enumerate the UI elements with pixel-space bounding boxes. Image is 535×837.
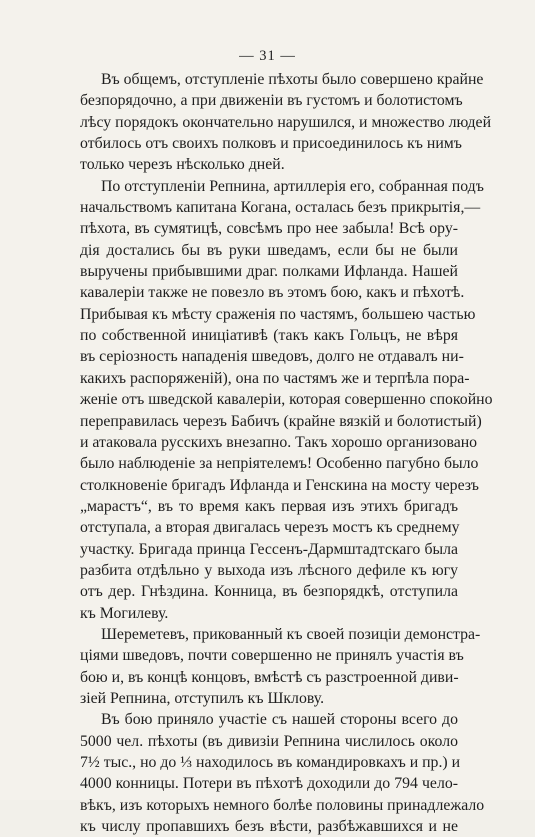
text-line: Прибывая къ мѣсту сраженія по частямъ, большею частью	[80, 305, 476, 323]
text-line: и атаковала русскихъ внезапно. Такъ хорошо организовано	[80, 433, 478, 451]
text-line: безпорядочно, а при движеніи въ густомъ и болотистомъ	[80, 92, 463, 110]
text-line: въ серіозность нападенія шведовъ, долго не отдавалъ ни-	[80, 348, 464, 366]
page-number: — 31 —	[239, 48, 296, 64]
text-line: „марастъ“, въ то время какъ первая изъ этихъ бригадъ	[80, 497, 458, 515]
text-line: какихъ распоряженій), она по частямъ же и терпѣла пора-	[80, 369, 470, 387]
text-line: зіей Репнина, отступилъ къ Шклову.	[80, 689, 325, 707]
text-line: женіе отъ шведской кавалеріи, которая совершенно спокойно	[80, 391, 493, 409]
text-line: переправилась черезъ Бабичъ (крайне вязкій и болотистый)	[80, 412, 482, 430]
text-line: По отступленіи Репнина, артиллерія его, собранная подъ	[101, 177, 484, 195]
text-line: выручены прибывшими драг. полками Ифланда. Нашей	[80, 263, 458, 281]
text-line: ціями шведовъ, почти совершенно не принялъ участія въ	[80, 647, 464, 665]
text-line: кавалеріи также не повезло въ этомъ бою, какъ и пѣхотѣ.	[80, 284, 465, 302]
text-line: столкновеніе бригадъ Ифланда и Генскина на мосту черезъ	[80, 476, 479, 494]
text-line: Шереметевъ, прикованный къ своей позиціи демонстра-	[101, 625, 481, 643]
text-line: пѣхота, въ сумятицѣ, совсѣмъ про нее забыла! Всѣ ору-	[80, 220, 458, 238]
text-line: 5000 чел. пѣхоты (въ дивизіи Репнина числилось около	[80, 732, 458, 750]
text-line: участку. Бригада принца Гессенъ-Дармштадтскаго была	[80, 540, 458, 558]
text-line: къ числу пропавшихъ безъ вѣсти, разбѣжавшихся и не	[80, 818, 458, 836]
text-line: Въ бою приняло участіе съ нашей стороны всего до	[101, 711, 458, 729]
text-line: 4000 конницы. Потери въ пѣхотѣ доходили до 794 чело-	[80, 775, 458, 793]
text-line: 7½ тыс., но до ⅓ находилось въ командировкахъ и пр.) и	[80, 754, 461, 771]
text-line: начальствомъ капитана Когана, осталась безъ прикрытія,—	[80, 199, 481, 217]
paragraph	[80, 709, 485, 837]
text-line: по собственной иниціативѣ (такъ какъ Гольцъ, не вѣря	[80, 327, 458, 345]
text-line: къ Могилеву.	[80, 604, 169, 622]
text-line: дія достались бы въ руки шведамъ, если бы не были	[80, 241, 458, 259]
text-line: отбилось отъ своихъ полковъ и присоединилось къ нимъ	[80, 135, 462, 153]
text-line: Въ общемъ, отступленіе пѣхоты было совершено крайне	[101, 71, 484, 88]
paragraph	[80, 69, 492, 176]
text-line: отъ дер. Гнѣздина. Конница, въ безпорядкѣ, отступила	[80, 583, 458, 601]
text-line: вѣкъ, изъ которыхъ немного болѣе половины принадлежало	[80, 796, 485, 814]
text-line: отступала, а вторая двигалась черезъ мостъ къ среднему	[80, 519, 460, 537]
text-line: бою и, въ концѣ концовъ, вмѣстѣ съ разстроенной диви-	[80, 668, 459, 686]
text-line: разбита отдѣльно у выхода изъ лѣсного дефиле къ югу	[80, 561, 458, 579]
paragraph	[80, 176, 493, 624]
paragraph	[80, 624, 481, 709]
body-text	[80, 69, 493, 837]
text-line: только черезъ нѣсколько дней.	[80, 156, 285, 174]
text-line: было наблюденіе за непріятелемъ! Особенно пагубно было	[80, 455, 479, 473]
text-line: лѣсу порядокъ окончательно нарушился, и множество людей	[80, 113, 492, 131]
